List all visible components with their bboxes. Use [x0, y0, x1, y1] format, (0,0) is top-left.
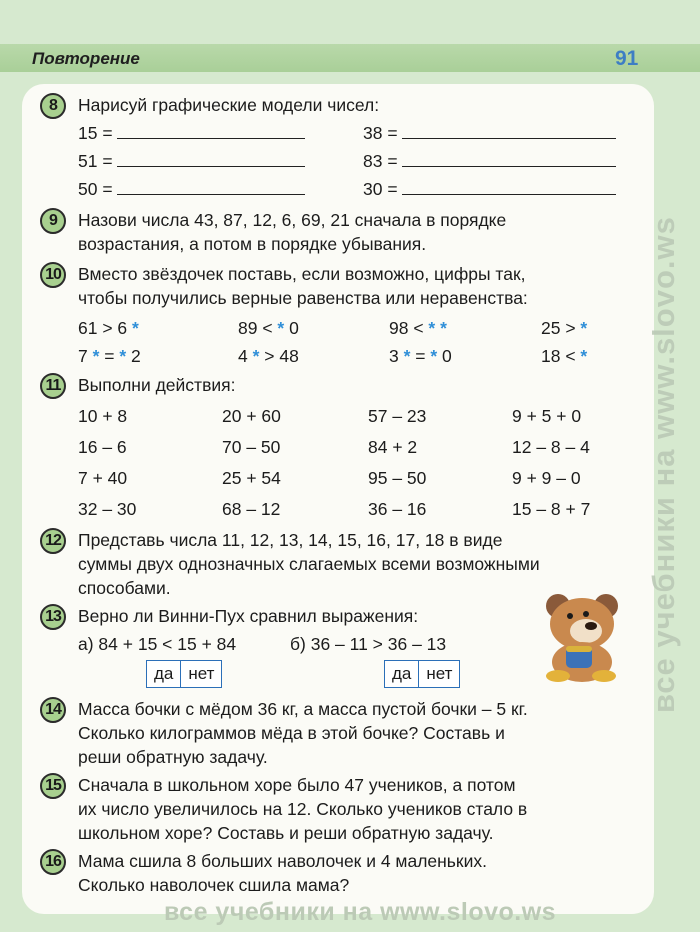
task-10-line-1: Вместо звёздочек поставь, если возможно, цифры так,	[78, 264, 526, 284]
task-9-number: 9	[40, 208, 66, 234]
task-14-number: 14	[40, 697, 66, 723]
task-12-line-2: суммы двух однозначных слагаемых всеми возможными	[78, 554, 540, 574]
equality-2: 3 * = * 0	[389, 346, 452, 366]
expression: 95 – 50	[368, 468, 427, 488]
task-12-line-1: Представь числа 11, 12, 13, 14, 15, 16, 17, 18 в виде	[78, 530, 503, 550]
task-16-line-1: Мама сшила 8 больших наволочек и 4 маленьких.	[78, 851, 487, 871]
side-watermark: все учебники на www.slovo.ws	[646, 216, 681, 714]
task-10-number: 10	[40, 262, 66, 288]
expression: 68 – 12	[222, 499, 281, 519]
task-11-number: 11	[40, 373, 66, 399]
model-left-2: 51 =	[78, 149, 305, 173]
expression: 9 + 5 + 0	[512, 406, 582, 426]
task-15-line-1: Сначала в школьном хоре было 47 учеников, а потом	[78, 775, 516, 795]
inequality-4: 25 > *	[541, 318, 588, 338]
expression: 57 – 23	[368, 406, 427, 426]
answer-box-a[interactable]	[146, 660, 222, 688]
task-12-number: 12	[40, 528, 66, 554]
no-option[interactable]: нет	[418, 661, 459, 687]
expression: 20 + 60	[222, 406, 281, 426]
task-8-text: Нарисуй графические модели чисел:	[78, 95, 380, 115]
no-option[interactable]: нет	[180, 661, 221, 687]
inequality-5: 4 * > 48	[238, 346, 299, 366]
blank-line	[117, 151, 305, 167]
expression: 36 – 16	[368, 499, 427, 519]
winnie-the-pooh-illustration	[536, 586, 628, 682]
yes-option[interactable]: да	[154, 664, 174, 683]
inequality-1: 61 > 6 *	[78, 318, 139, 338]
expression: 15 – 8 + 7	[512, 499, 591, 519]
task-13-number: 13	[40, 604, 66, 630]
comparison-b: б) 36 – 11 > 36 – 13	[290, 634, 447, 654]
expression: 25 + 54	[222, 468, 281, 488]
blank-line	[117, 123, 305, 139]
task-16-number: 16	[40, 849, 66, 875]
task-14-line-1: Масса бочки с мёдом 36 кг, а масса пустой бочки – 5 кг.	[78, 699, 528, 719]
task-15-line-2: их число увеличилось на 12. Сколько учеников стало в	[78, 799, 528, 819]
expression: 32 – 30	[78, 499, 137, 519]
bottom-watermark: все учебники на www.slovo.ws	[163, 898, 557, 926]
model-right-1: 38 =	[363, 121, 616, 145]
yes-option[interactable]: да	[392, 664, 412, 683]
expression: 70 – 50	[222, 437, 281, 457]
expression: 84 + 2	[368, 437, 418, 457]
answer-box-b[interactable]	[384, 660, 460, 688]
equality-1: 7 * = * 2	[78, 346, 141, 366]
blank-line	[402, 151, 616, 167]
expression: 7 + 40	[78, 468, 128, 488]
task-9-line-2: возрастания, а потом в порядке убывания.	[78, 234, 427, 254]
task-11-text: Выполни действия:	[78, 375, 236, 395]
expression: 9 + 9 – 0	[512, 468, 581, 488]
section-title: Повторение	[32, 49, 140, 68]
task-9-line-1: Назови числа 43, 87, 12, 6, 69, 21 сначала в порядке	[78, 210, 507, 230]
task-14-line-3: реши обратную задачу.	[78, 747, 268, 767]
model-right-3: 30 =	[363, 177, 616, 201]
task-8-number: 8	[40, 93, 66, 119]
task-14-line-2: Сколько килограммов мёда в этой бочке? Составь и	[78, 723, 505, 743]
blank-line	[117, 179, 305, 195]
inequality-2: 89 < * 0	[238, 318, 299, 338]
blank-line	[402, 179, 616, 195]
task-16-line-2: Сколько наволочек сшила мама?	[78, 875, 350, 895]
task-13-text: Верно ли Винни-Пух сравнил выражения:	[78, 606, 419, 626]
page-number: 91	[615, 47, 639, 70]
inequality-6: 18 < *	[541, 346, 588, 366]
task-12-line-3: способами.	[78, 578, 171, 598]
task-10-line-2: чтобы получились верные равенства или неравенства:	[78, 288, 528, 308]
task-15-number: 15	[40, 773, 66, 799]
comparison-a: а) 84 + 15 < 15 + 84	[78, 634, 237, 654]
blank-line	[402, 123, 616, 139]
model-left-1: 15 =	[78, 121, 305, 145]
expression: 12 – 8 – 4	[512, 437, 590, 457]
expression: 16 – 6	[78, 437, 127, 457]
model-right-2: 83 =	[363, 149, 616, 173]
task-15-line-3: школьном хоре? Составь и реши обратную задачу.	[78, 823, 494, 843]
model-left-3: 50 =	[78, 177, 305, 201]
inequality-3: 98 < * *	[389, 318, 447, 338]
expression: 10 + 8	[78, 406, 128, 426]
